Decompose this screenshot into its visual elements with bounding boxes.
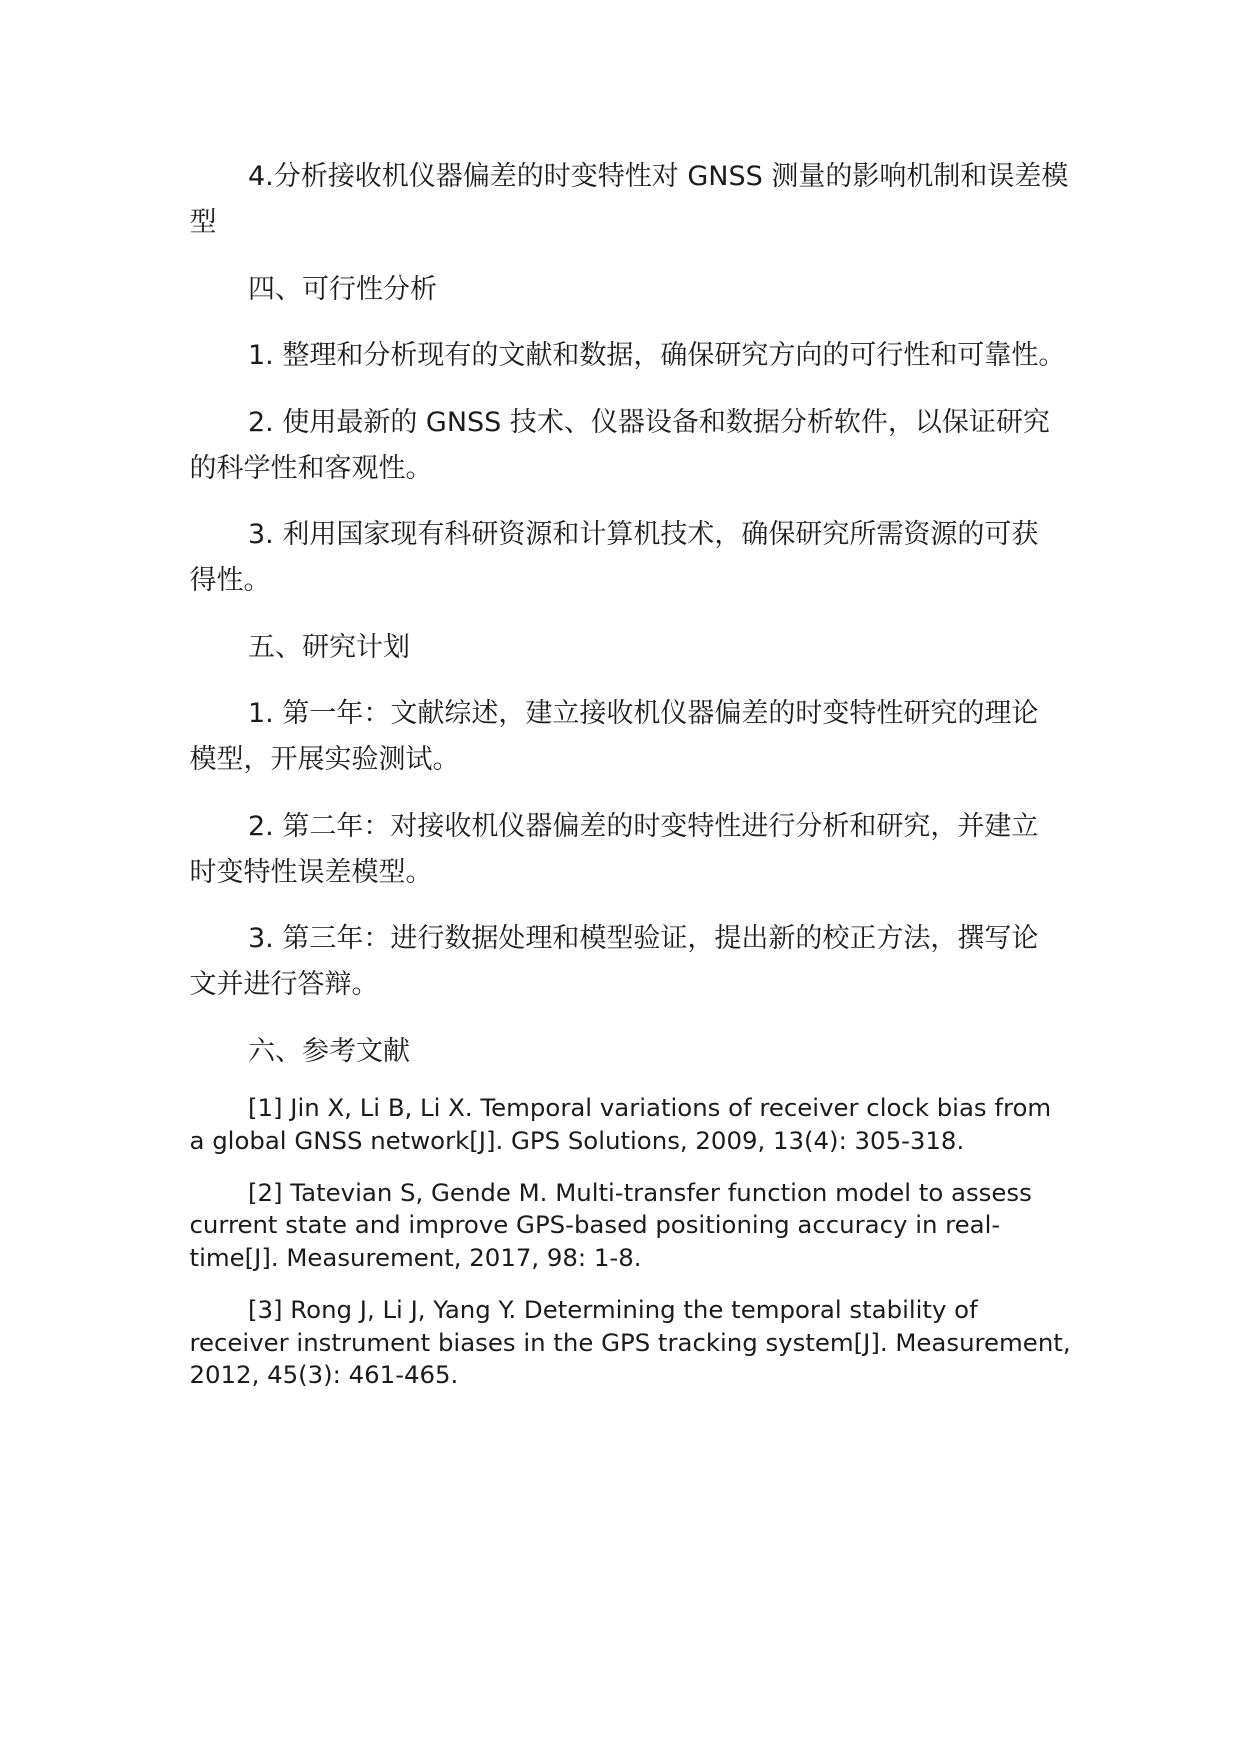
paragraph-line: 4.分析接收机仪器偏差的时变特性对 GNSS 测量的影响机制和误差模 <box>248 161 1069 192</box>
paragraph-line: 得性。 <box>189 565 271 596</box>
section-heading <box>190 267 1150 313</box>
reference-item <box>190 1294 1150 1392</box>
list-item <box>190 804 1150 896</box>
list-item <box>190 512 1150 604</box>
paragraph-line: 3. 利用国家现有科研资源和计算机技术，确保研究所需资源的可获 <box>248 519 1039 550</box>
paragraph-line: 型 <box>189 207 217 238</box>
paragraph-line: 3. 第三年：进行数据处理和模型验证，提出新的校正方法，撰写论 <box>248 923 1039 954</box>
paragraph-line: 1. 第一年：文献综述，建立接收机仪器偏差的时变特性研究的理论 <box>248 698 1039 729</box>
paragraph-line: 2. 第二年：对接收机仪器偏差的时变特性进行分析和研究，并建立 <box>248 810 1039 842</box>
reference-line: [3] Rong J, Li J, Yang Y. Determining the temporal stability of <box>248 1295 978 1325</box>
reference-list <box>190 1092 1150 1411</box>
reference-item <box>190 1092 1150 1157</box>
reference-line: 2012, 45(3): 461-465. <box>189 1360 459 1390</box>
reference-line: [2] Tatevian S, Gende M. Multi-transfer function model to assess <box>248 1177 1032 1207</box>
section-heading-text: 四、可行性分析 <box>248 273 437 305</box>
reference-line: [1] Jin X, Li B, Li X. Temporal variations of receiver clock bias from <box>248 1093 1052 1122</box>
list-item <box>190 400 1150 492</box>
paragraph-line: 的科学性和客观性。 <box>189 452 433 484</box>
list-item <box>190 333 1150 379</box>
list-item <box>190 916 1150 1008</box>
section-heading-text: 六、参考文献 <box>248 1035 410 1067</box>
list-item <box>190 691 1150 783</box>
section-heading <box>190 1029 1150 1075</box>
list-item <box>190 154 1150 246</box>
document-body <box>190 154 1150 1095</box>
paragraph-line: 时变特性误差模型。 <box>189 856 433 888</box>
section-heading <box>190 625 1150 671</box>
reference-line: receiver instrument biases in the GPS tracking system[J]. Measurement, <box>189 1327 1071 1357</box>
paragraph-line: 2. 使用最新的 GNSS 技术、仪器设备和数据分析软件，以保证研究 <box>248 406 1050 438</box>
reference-line: time[J]. Measurement, 2017, 98: 1-8. <box>189 1243 642 1273</box>
paragraph-line: 1. 整理和分析现有的文献和数据，确保研究方向的可行性和可靠性。 <box>248 340 1066 371</box>
reference-line: a global GNSS network[J]. GPS Solutions, 2009, 13(4): 305-318. <box>189 1125 965 1155</box>
reference-item <box>190 1177 1150 1275</box>
paragraph-line: 模型，开展实验测试。 <box>189 744 460 775</box>
section-heading-text: 五、研究计划 <box>248 631 410 663</box>
reference-line: current state and improve GPS-based positioning accuracy in real- <box>189 1210 1001 1240</box>
paragraph-line: 文并进行答辩。 <box>189 969 379 1000</box>
